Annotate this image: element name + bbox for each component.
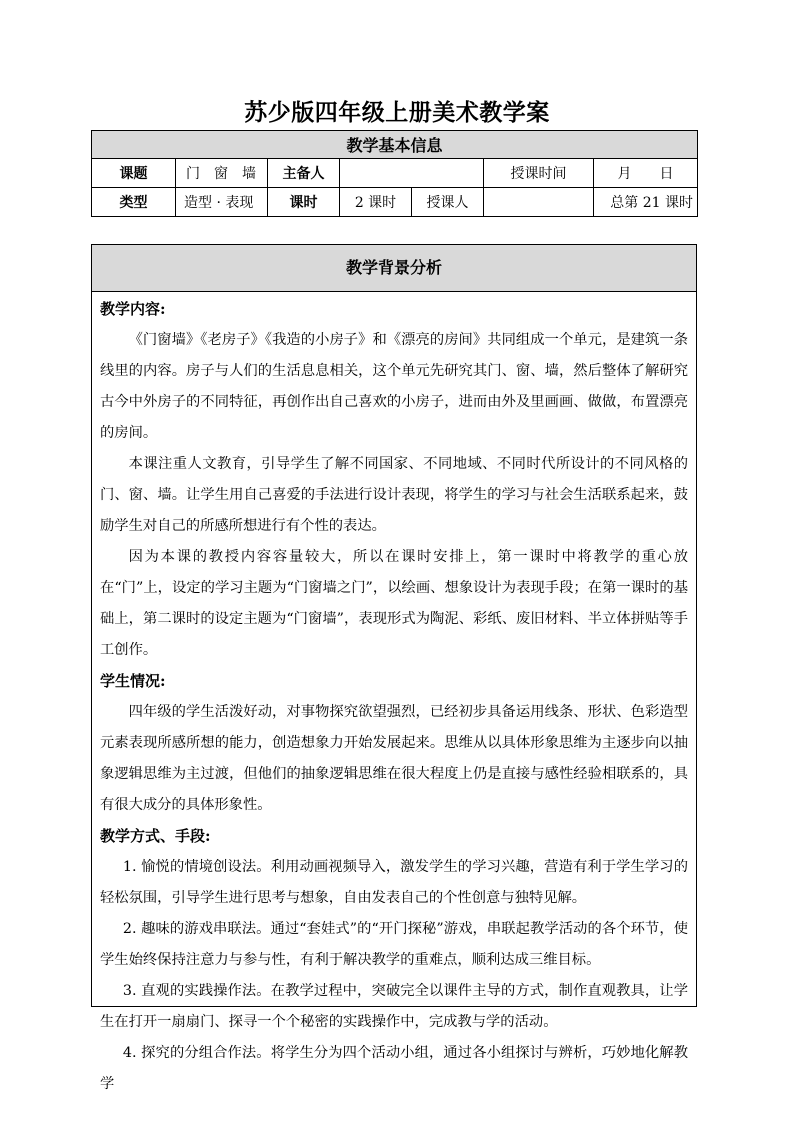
type-label: 类型 <box>92 188 176 217</box>
student-paragraph: 四年级的学生活泼好动，对事物探究欲望强烈，已经初步具备运用线条、形状、色彩造型元素表现所感所想的能力，创造想象力开始发展起来。思维从以具体形象思维为主逐步向以抽象逻辑思维为主过渡，但他们的抽象逻辑思维在很大程度上仍是直接与感性经验相联系的，具有很大成分的具体形象性。 <box>100 704 688 813</box>
student-section-title: 学生情况: <box>100 672 166 690</box>
method-item: 3. 直观的实践操作法。在教学过程中，突破完全以课件主导的方式，制作直观教具，让学生在打开一扇扇门、探寻一个个秘密的实践操作中，完成教与学的活动。 <box>100 983 688 1030</box>
hours-label: 课时 <box>268 188 340 217</box>
topic-value: 门 窗 墙 <box>176 159 268 188</box>
document-title: 苏少版四年级上册美术教学案 <box>244 99 550 126</box>
hours-value: 2 课时 <box>340 188 412 217</box>
content-section-title: 教学内容: <box>100 300 166 318</box>
content-paragraph: 因为本课的教授内容容量较大，所以在课时安排上，第一课时中将教学的重心放在“门”上，设定的学习主题为“门窗墙之门”，以绘画、想象设计为表现手段；在第一课时的基础上，第二课时的设定主题为“门窗墙”，表现形式为陶泥、彩纸、废旧材料、半立体拼贴等手工创作。 <box>100 549 688 658</box>
class-date-value: 月 日 <box>594 159 698 188</box>
method-item: 2. 趣味的游戏串联法。通过“套娃式”的“开门探秘”游戏，串联起教学活动的各个环节，使学生始终保持注意力与参与性，有利于解决教学的重难点，顺利达成三维目标。 <box>100 921 688 968</box>
content-paragraph: 本课注重人文教育，引导学生了解不同国家、不同地域、不同时代所设计的不同风格的门、窗、墙。让学生用自己喜爱的手法进行设计表现，将学生的学习与社会生活联系起来，鼓励学生对自己的所感所想进行有个性的表达。 <box>100 456 688 534</box>
method-item: 1. 愉悦的情境创设法。利用动画视频导入，激发学生的学习兴趣，营造有利于学生学习的轻松氛围，引导学生进行思考与想象，自由发表自己的个性创意与独特见解。 <box>100 859 688 906</box>
topic-label: 课题 <box>92 159 176 188</box>
preparer-value <box>340 159 484 188</box>
basic-info-table <box>91 130 698 217</box>
background-analysis-header: 教学背景分析 <box>92 245 696 292</box>
class-time-label: 授课时间 <box>484 159 594 188</box>
total-hours-value: 总第 21 课时 <box>594 188 698 217</box>
content-paragraph: 《门窗墙》《老房子》《我造的小房子》和《漂亮的房间》共同组成一个单元，是建筑一条线里的内容。房子与人们的生活息息相关，这个单元先研究其门、窗、墙，然后整体了解研究古今中外房子的不同特征，再创作出自己喜欢的小房子，进而由外及里画画、做做，布置漂亮的房间。 <box>100 332 688 441</box>
type-value: 造型 · 表现 <box>176 188 268 217</box>
method-item: 4. 探究的分组合作法。将学生分为四个活动小组，通过各小组探讨与辨析，巧妙地化解教学 <box>100 1045 688 1092</box>
method-section-title: 教学方式、手段: <box>100 827 211 845</box>
teacher-label: 授课人 <box>412 188 484 217</box>
background-analysis-box <box>91 244 697 1092</box>
background-analysis-body <box>92 294 696 1100</box>
basic-info-header: 教学基本信息 <box>92 131 698 159</box>
teacher-value <box>484 188 594 217</box>
preparer-label: 主备人 <box>268 159 340 188</box>
